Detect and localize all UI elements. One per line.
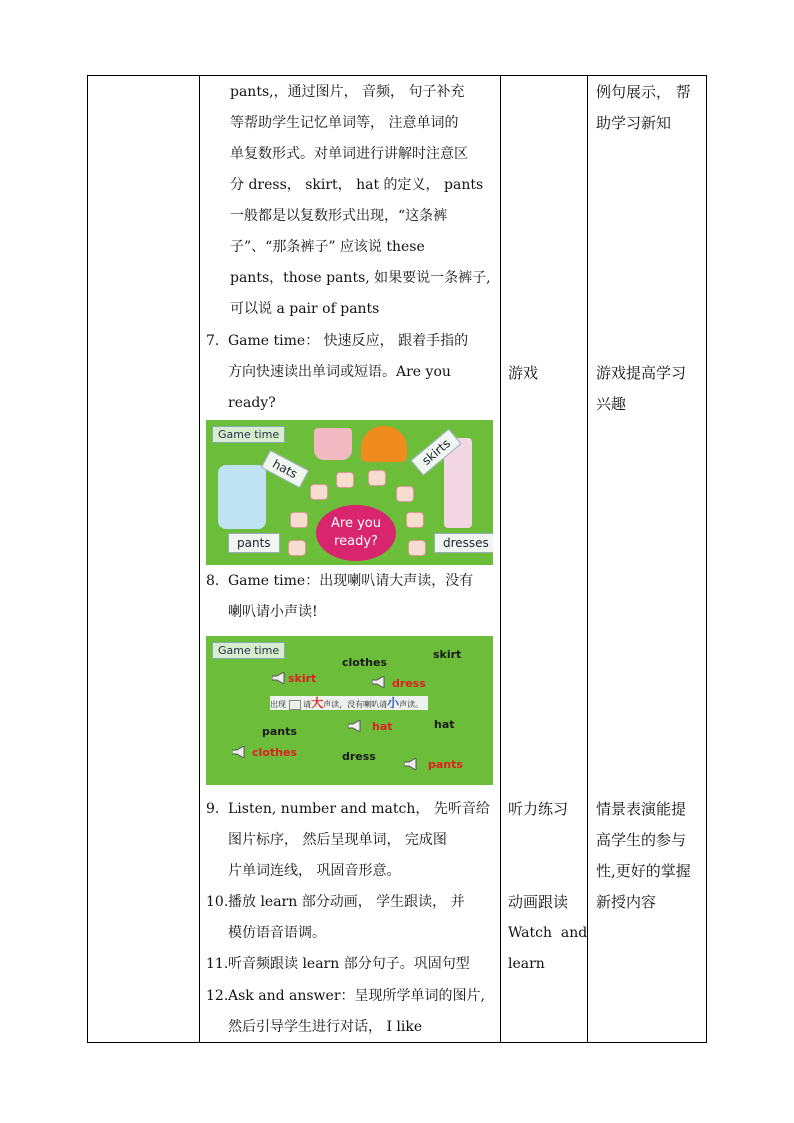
text-line: 然后引导学生进行对话， I like — [228, 1019, 423, 1035]
procedure-intro — [230, 77, 494, 325]
text-line: pants，those pants, 如果要说一条裤子, — [230, 270, 491, 286]
word-clothes-loud: clothes — [252, 746, 297, 759]
item-number: 9. — [206, 801, 220, 817]
dress-picture — [218, 465, 266, 529]
item-11 — [206, 949, 496, 980]
text-line: 例句展示， 帮 — [596, 83, 691, 101]
text-line: 图片标序， 然后呈现单词， 完成图 — [228, 832, 447, 848]
ready-line: Are you — [331, 516, 381, 531]
item-7 — [206, 326, 496, 419]
item-number: 12. — [206, 988, 229, 1004]
text-line: 可以说 a pair of pants — [230, 301, 380, 317]
speaker-icon — [348, 720, 362, 732]
item-number: 11. — [206, 956, 229, 972]
col-divider — [500, 76, 501, 1042]
text-line: 喇叭请小声读! — [228, 604, 318, 620]
col3-animation — [508, 887, 588, 980]
instr-big: 大 — [311, 696, 324, 710]
instr-text: 出现 — [270, 700, 286, 709]
dresses-label: dresses — [434, 533, 493, 553]
text-line: pants,，通过图片， 音频， 句子补充 — [230, 84, 465, 100]
text-line: 分 dress， skirt， hat 的定义， pants — [230, 177, 484, 193]
col4-purpose-2 — [596, 358, 704, 420]
text-line: 子”、“那条裤子” 应该说 these — [230, 239, 425, 255]
word-hat-loud: hat — [372, 720, 393, 733]
item-10 — [206, 887, 496, 949]
word-pants-loud: pants — [428, 758, 463, 771]
speaker-icon — [372, 676, 386, 688]
text-line: 高学生的参与 — [596, 831, 687, 849]
text-line: 单复数形式。对单词进行讲解时注意区 — [230, 146, 468, 162]
word-pants: pants — [262, 725, 297, 738]
col-divider — [199, 76, 200, 1042]
pointing-hand-icon — [406, 512, 424, 528]
game-time-tag: Game time — [212, 426, 285, 443]
item-12 — [206, 981, 496, 1043]
item-8 — [206, 566, 496, 628]
hat-picture — [361, 426, 407, 462]
text-line: Game time：出现喇叭请大声读，没有 — [228, 573, 474, 589]
text-line: 助学习新知 — [596, 114, 672, 132]
pointing-hand-icon — [310, 484, 328, 500]
text-line: Watch and — [508, 925, 588, 941]
text-line: 新授内容 — [596, 893, 657, 911]
word-hat: hat — [434, 718, 455, 731]
text-line: 性,更好的掌握 — [596, 862, 691, 880]
instr-text: 声读。 — [399, 700, 424, 709]
word-dress: dress — [342, 750, 376, 763]
skirt-picture — [314, 428, 352, 460]
word-clothes: clothes — [342, 656, 387, 669]
instruction-strip — [270, 696, 428, 710]
item-number: 8. — [206, 573, 220, 589]
game-time-image-2 — [206, 636, 493, 785]
item-9 — [206, 794, 496, 887]
text-line: 一般都是以复数形式出现，“这条裤 — [230, 208, 448, 224]
text-line: 方向快速读出单词或短语。Are you — [228, 364, 451, 380]
pointing-hand-icon — [396, 486, 414, 502]
word-dress-loud: dress — [392, 677, 426, 690]
instr-small: 小 — [387, 696, 400, 710]
pointing-hand-icon — [408, 540, 426, 556]
text-line: learn — [508, 956, 545, 972]
game-time-tag: Game time — [212, 642, 285, 659]
instr-text: 声读，没有喇叭请 — [323, 700, 388, 709]
text-line: 听音频跟读 learn 部分句子。巩固句型 — [228, 956, 470, 972]
text-line: 游戏提高学习 — [596, 364, 687, 382]
pointing-hand-icon — [288, 540, 306, 556]
hats-label: hats — [261, 450, 309, 488]
speaker-icon — [404, 758, 418, 770]
text-line: 播放 learn 部分动画， 学生跟读， 并 — [228, 894, 465, 910]
text-line: ready? — [228, 395, 276, 411]
text-line: Game time： 快速反应， 跟着手指的 — [228, 333, 469, 349]
pants-label: pants — [228, 533, 280, 553]
text-line: 动画跟读 — [508, 893, 569, 911]
pointing-hand-icon — [290, 512, 308, 528]
text-line: 情景表演能提 — [596, 800, 687, 818]
col3-game: 游戏 — [508, 364, 539, 382]
col4-purpose-1 — [596, 77, 704, 139]
col3-listening: 听力练习 — [508, 800, 569, 818]
pointing-hand-icon — [336, 472, 354, 488]
are-you-ready-bubble — [316, 505, 396, 561]
text-line: Listen, number and match， 先听音给 — [228, 801, 490, 817]
item-number: 7. — [206, 333, 220, 349]
item-number: 10. — [206, 894, 229, 910]
game-time-image-1 — [206, 420, 493, 565]
text-line: 兴趣 — [596, 395, 627, 413]
pointing-hand-icon — [368, 470, 386, 486]
col4-purpose-3 — [596, 794, 704, 918]
word-skirt: skirt — [433, 648, 462, 661]
text-line: Ask and answer：呈现所学单词的图片, — [228, 988, 485, 1004]
speaker-icon — [289, 700, 301, 710]
text-line: 等帮助学生记忆单词等， 注意单词的 — [230, 115, 459, 131]
skirts-label: skirts — [410, 428, 461, 476]
text-line: 片单词连线， 巩固音形意。 — [228, 863, 401, 879]
text-line: 模仿语音语调。 — [228, 925, 326, 941]
speaker-icon — [272, 672, 286, 684]
speaker-icon — [232, 746, 246, 758]
ready-line: ready? — [334, 534, 378, 549]
word-skirt-loud: skirt — [288, 672, 317, 685]
instr-text: 请 — [303, 700, 312, 709]
